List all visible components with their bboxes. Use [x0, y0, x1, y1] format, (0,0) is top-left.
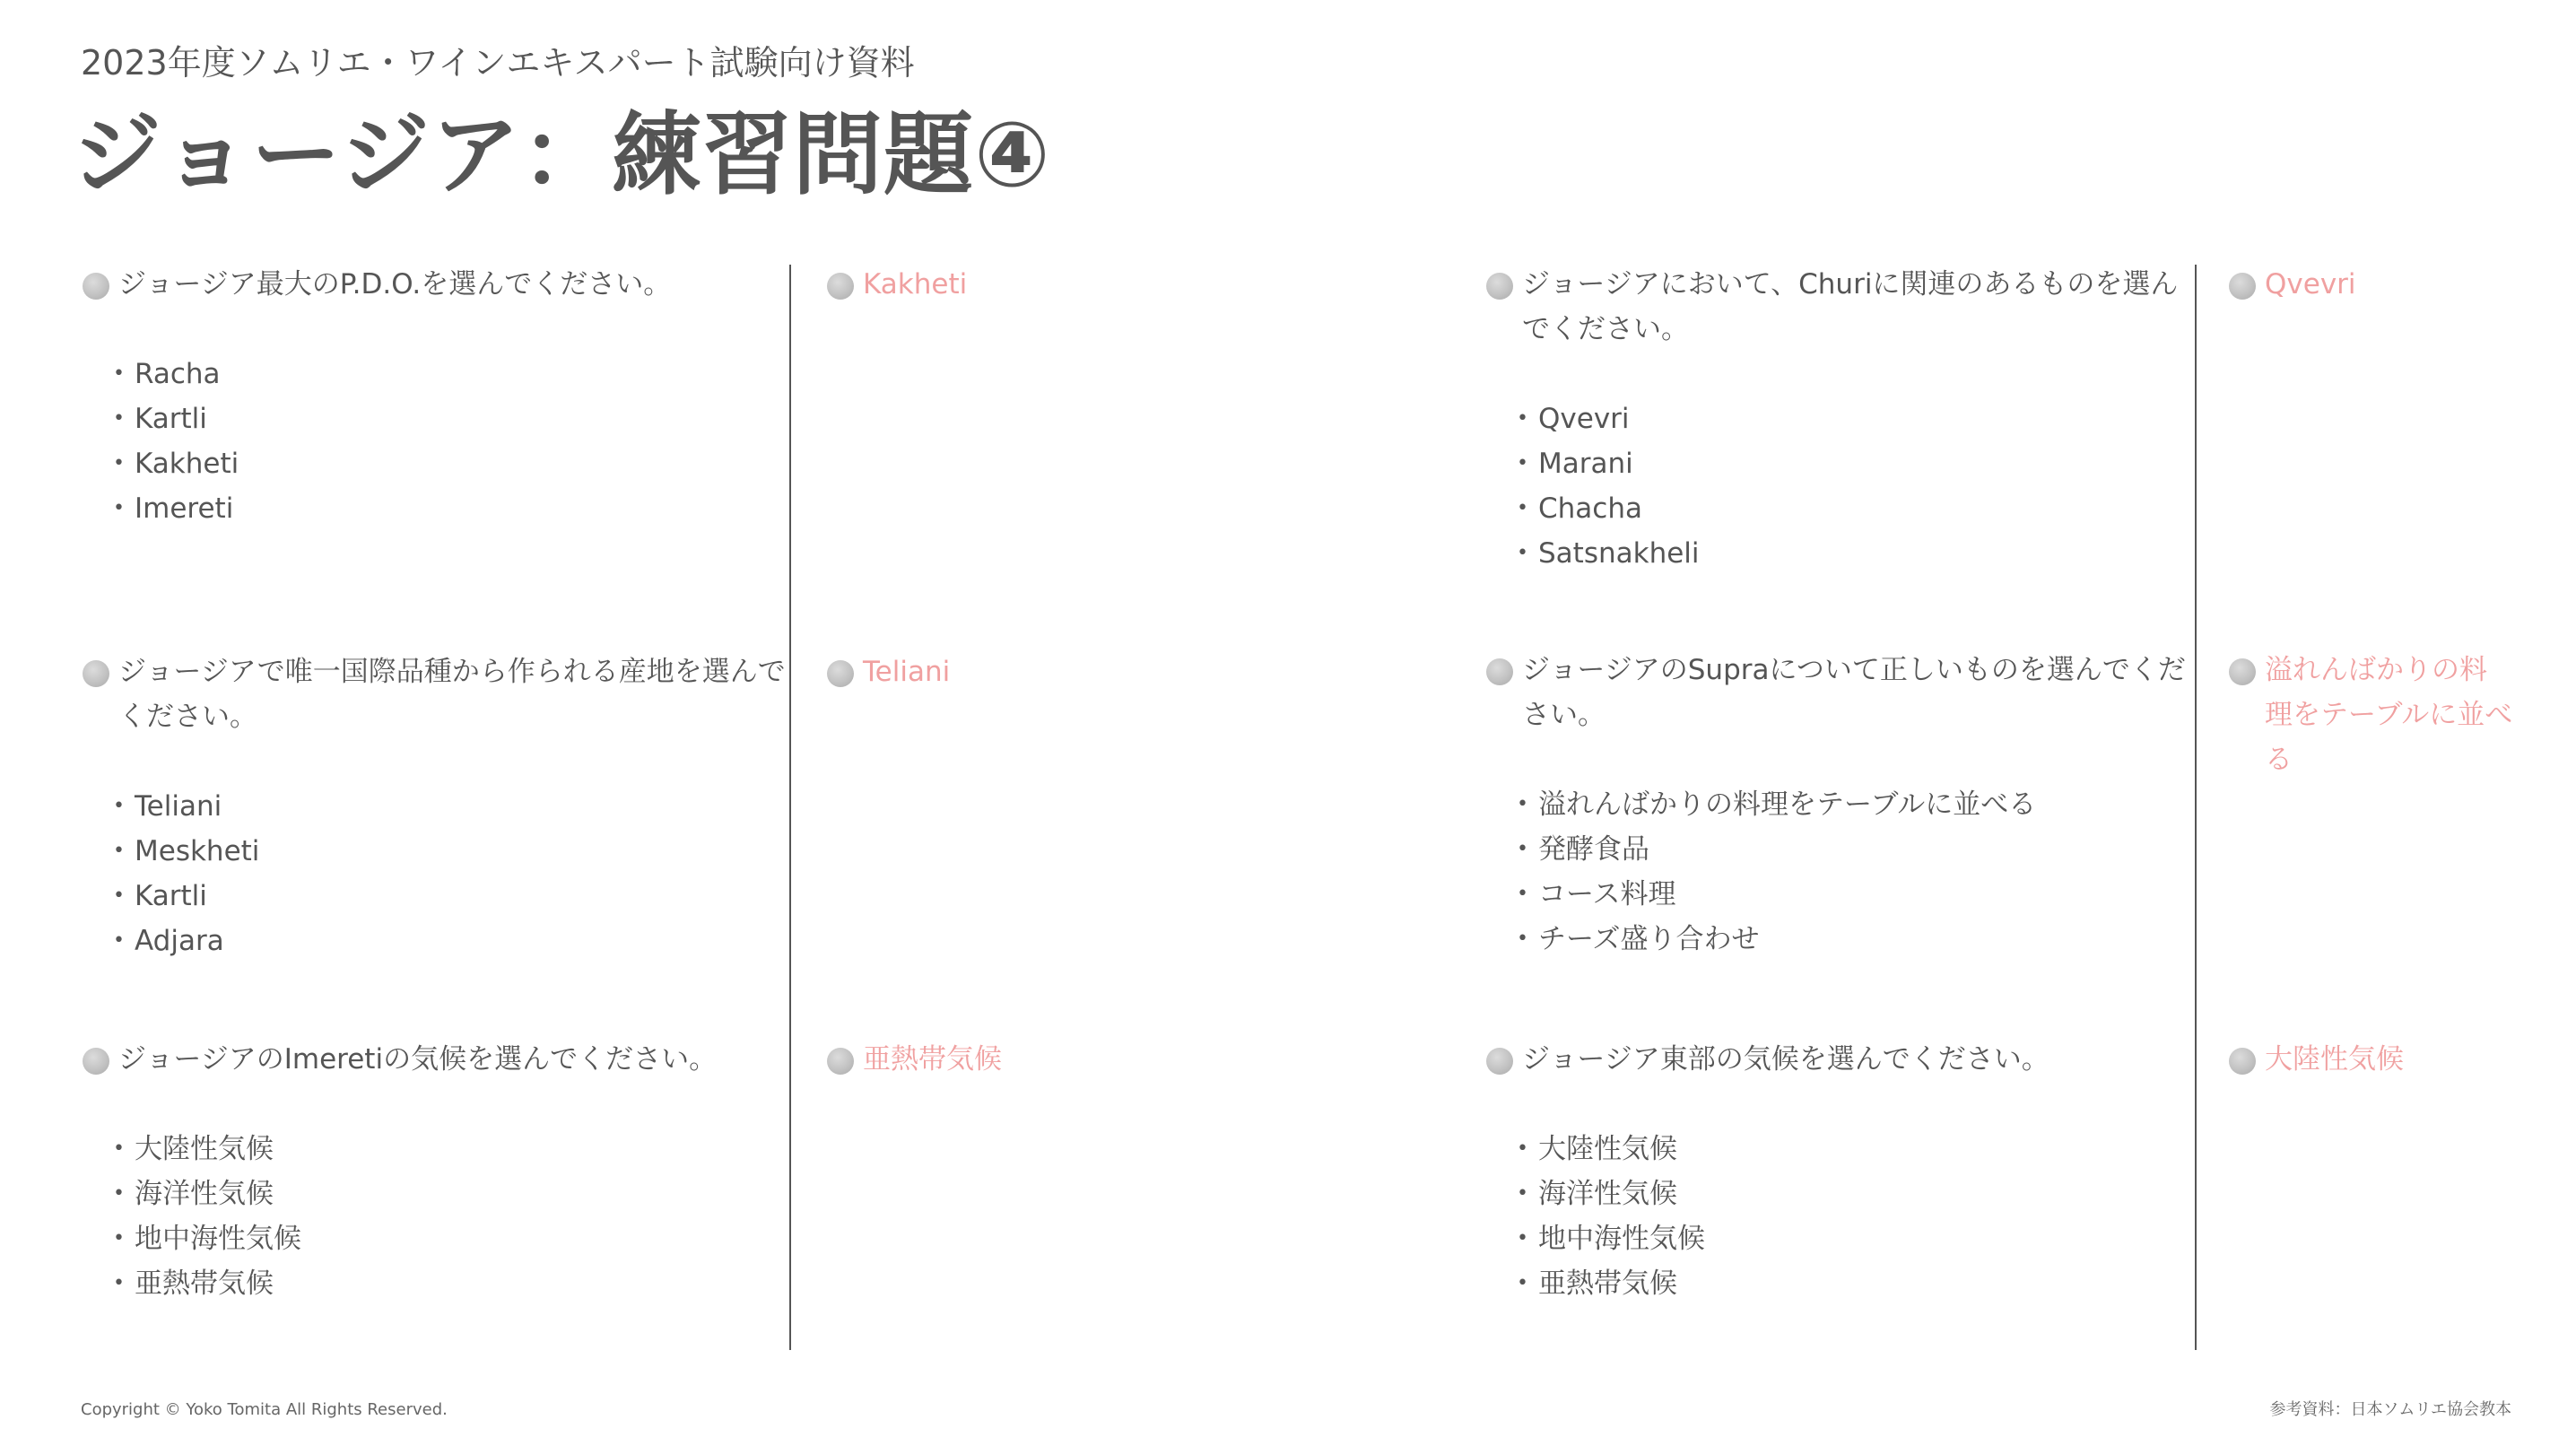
question-line: ください。	[118, 701, 257, 733]
option-list	[1486, 396, 2186, 576]
answer-line: 理をテーブルに並べ	[2265, 699, 2513, 731]
answer-text	[827, 1037, 1096, 1082]
question-block-1	[83, 262, 782, 531]
question-block-5	[1486, 648, 2186, 962]
copyright-notice: Copyright © Yoko Tomita All Rights Reserved.	[81, 1400, 448, 1419]
answer-block-1	[827, 262, 1096, 307]
question-text	[83, 649, 786, 739]
question-bullet-icon	[1486, 658, 1513, 685]
option-item: • Chacha	[1517, 486, 2186, 531]
answer-block-6	[2229, 1037, 2498, 1082]
question-line: ジョージアのSupraについて正しいものを選んでくだ	[1522, 654, 2186, 686]
option-item: • チーズ盛り合わせ	[1517, 917, 2186, 962]
answer-line: る	[2265, 744, 2293, 776]
option-list	[1486, 1127, 2186, 1306]
answer-text	[2229, 648, 2513, 782]
option-item: • Satsnakheli	[1517, 531, 2186, 576]
question-line: ジョージア最大のP.D.O.を選んでください。	[118, 268, 672, 301]
option-item: • Qvevri	[1517, 396, 2186, 441]
option-item: • Imereti	[113, 486, 782, 531]
question-line: ジョージアにおいて、Churiに関連のあるものを選ん	[1522, 268, 2179, 301]
option-item: • Meskheti	[113, 829, 782, 874]
right-divider	[2195, 265, 2197, 1350]
option-item: • Teliani	[113, 784, 782, 829]
left-divider	[789, 265, 791, 1350]
answer-bullet-icon	[827, 273, 854, 300]
option-list	[83, 784, 782, 963]
question-block-3	[83, 1037, 782, 1306]
answer-bullet-icon	[2229, 1048, 2256, 1075]
question-bullet-icon	[83, 1048, 109, 1075]
option-list	[1486, 782, 2186, 962]
option-item: • 溢れんばかりの料理をテーブルに並べる	[1517, 782, 2186, 827]
question-block-4	[1486, 262, 2186, 576]
answer-line: Qvevri	[2265, 268, 2356, 301]
option-item: • Marani	[1517, 441, 2186, 486]
answer-block-4	[2229, 262, 2498, 307]
question-text	[1486, 262, 2186, 352]
option-item: • 亜熱帯気候	[113, 1261, 782, 1306]
option-item: • Kartli	[113, 396, 782, 441]
option-item: • Racha	[113, 352, 782, 396]
answer-block-5	[2229, 648, 2513, 782]
question-line: さい。	[1522, 699, 1606, 731]
reference-note: 参考資料：日本ソムリエ協会教本	[2269, 1400, 2511, 1419]
option-item: • 大陸性気候	[113, 1127, 782, 1172]
option-item: • 海洋性気候	[1517, 1172, 2186, 1216]
option-item: • 大陸性気候	[1517, 1127, 2186, 1172]
question-line: ジョージアのImeretiの気候を選んでください。	[118, 1043, 718, 1076]
answer-block-2	[827, 649, 1096, 694]
page-subtitle: 2023年度ソムリエ・ワインエキスパート試験向け資料	[81, 43, 915, 83]
option-item: • 地中海性気候	[113, 1216, 782, 1261]
question-bullet-icon	[1486, 273, 1513, 300]
option-list	[83, 352, 782, 531]
answer-bullet-icon	[827, 1048, 854, 1075]
question-line: でください。	[1522, 313, 1689, 345]
option-item: • Kakheti	[113, 441, 782, 486]
answer-text	[827, 649, 1096, 694]
answer-line: 溢れんばかりの料	[2265, 654, 2487, 686]
answer-bullet-icon	[2229, 658, 2256, 685]
option-item: • Kartli	[113, 874, 782, 919]
question-line: ジョージアで唯一国際品種から作られる産地を選んで	[118, 656, 786, 688]
question-bullet-icon	[83, 273, 109, 300]
option-item: • 発酵食品	[1517, 827, 2186, 872]
answer-bullet-icon	[827, 660, 854, 687]
option-item: • 亜熱帯気候	[1517, 1261, 2186, 1306]
answer-text	[2229, 1037, 2498, 1082]
answer-block-3	[827, 1037, 1096, 1082]
question-block-6	[1486, 1037, 2186, 1306]
question-text	[83, 1037, 782, 1082]
question-bullet-icon	[1486, 1048, 1513, 1075]
question-bullet-icon	[83, 660, 109, 687]
option-item: • Adjara	[113, 919, 782, 963]
answer-bullet-icon	[2229, 273, 2256, 300]
question-line: ジョージア東部の気候を選んでください。	[1522, 1043, 2049, 1076]
answer-line: 亜熱帯気候	[863, 1043, 1002, 1076]
answer-text	[827, 262, 1096, 307]
answer-text	[2229, 262, 2498, 307]
answer-line: 大陸性気候	[2265, 1043, 2404, 1076]
question-text	[1486, 1037, 2186, 1082]
answer-line: Kakheti	[863, 268, 968, 301]
option-item: • 地中海性気候	[1517, 1216, 2186, 1261]
page-title: ジョージア：練習問題④	[72, 102, 1051, 207]
question-text	[83, 262, 782, 307]
question-block-2	[83, 649, 786, 963]
option-item: • コース料理	[1517, 872, 2186, 917]
option-list	[83, 1127, 782, 1306]
question-text	[1486, 648, 2186, 737]
option-item: • 海洋性気候	[113, 1172, 782, 1216]
answer-line: Teliani	[863, 656, 951, 688]
